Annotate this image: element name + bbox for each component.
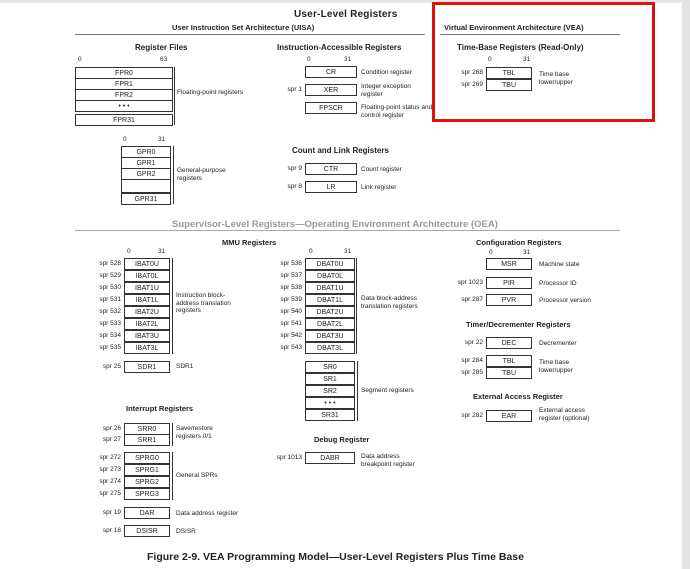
sdr1-label: SDR1 xyxy=(176,363,194,370)
pvr-spr: spr 287 xyxy=(461,296,483,303)
dbat-bit-lo: 0 xyxy=(309,248,313,255)
srr0-spr: spr 26 xyxy=(102,425,121,432)
dbat-spr: spr 540 xyxy=(280,308,302,315)
sprg2-register: SPRG2 xyxy=(124,476,170,488)
ibat-bit-lo: 0 xyxy=(127,248,131,255)
fpr-bit-hi: 63 xyxy=(160,56,168,63)
srr0-register: SRR0 xyxy=(124,423,170,435)
oea-title: Supervisor-Level Registers—Operating Environment Architecture (OEA) xyxy=(172,219,498,230)
fpr1-register: FPR1 xyxy=(75,78,173,90)
msr-label: Machine state xyxy=(539,261,580,268)
gpr-bit-hi: 31 xyxy=(158,136,166,143)
sprg0-register: SPRG0 xyxy=(124,452,170,464)
gpr-brace xyxy=(173,146,174,204)
tbu-spr: spr 269 xyxy=(461,81,483,88)
ibat-spr: spr 534 xyxy=(99,332,121,339)
external-title: External Access Register xyxy=(473,392,563,401)
pvr-label: Processor version xyxy=(539,297,592,304)
timer-tbl-register: TBL xyxy=(486,355,532,367)
ibat-spr: spr 528 xyxy=(99,260,121,267)
sprg0-spr: spr 272 xyxy=(99,454,121,461)
dbat-spr: spr 542 xyxy=(280,332,302,339)
ia-bit-lo: 0 xyxy=(307,56,311,63)
sdr1-spr: spr 25 xyxy=(102,363,121,370)
sprg-label: General SPRs xyxy=(176,472,218,479)
dbat-register: DBAT1U xyxy=(305,282,355,294)
tbl-spr: spr 268 xyxy=(461,69,483,76)
cfg-bit-lo: 0 xyxy=(489,249,493,256)
srr-brace xyxy=(172,423,173,446)
pir-register: PIR xyxy=(486,277,532,289)
dabr-spr: spr 1013 xyxy=(276,454,302,461)
dbat-spr: spr 537 xyxy=(280,272,302,279)
dsisr-spr: spr 18 xyxy=(102,527,121,534)
dbat-spr: spr 538 xyxy=(280,284,302,291)
xer-spr: spr 1 xyxy=(287,86,302,93)
timer-title: Timer/Decrementer Registers xyxy=(466,320,571,329)
fpr-ellipsis: • • • xyxy=(75,100,173,112)
timebase-title: Time-Base Registers (Read-Only) xyxy=(457,43,584,52)
pir-spr: spr 1023 xyxy=(457,279,483,286)
cr-label: Condition register xyxy=(361,69,412,76)
dar-label: Data address register xyxy=(176,510,239,517)
dbat-register: DBAT3U xyxy=(305,330,355,342)
ibat-register: IBAT0U xyxy=(124,258,170,270)
tbl-register: TBL xyxy=(486,67,532,79)
ibat-register: IBAT0L xyxy=(124,270,170,282)
sprg3-register: SPRG3 xyxy=(124,488,170,500)
timer-tbl-spr: spr 284 xyxy=(461,357,483,364)
ibat-spr: spr 535 xyxy=(99,344,121,351)
fpr-brace xyxy=(174,67,175,125)
ibat-bit-hi: 31 xyxy=(158,248,166,255)
gpr0-register: GPR0 xyxy=(121,146,171,158)
mmu-title: MMU Registers xyxy=(222,238,277,247)
vea-title: Virtual Environment Architecture (VEA) xyxy=(444,23,584,32)
config-title: Configuration Registers xyxy=(476,238,562,247)
sprg-brace xyxy=(172,452,173,500)
uisa-divider xyxy=(75,34,425,35)
ear-label: External access register (optional) xyxy=(539,407,590,422)
sprg3-spr: spr 275 xyxy=(99,490,121,497)
gpr-label: General-purpose registers xyxy=(177,167,226,182)
dbat-spr: spr 539 xyxy=(280,296,302,303)
tbu-register: TBU xyxy=(486,79,532,91)
dbat-bit-hi: 31 xyxy=(344,248,352,255)
fpr0-register: FPR0 xyxy=(75,67,173,79)
ibat-register: IBAT3L xyxy=(124,342,170,354)
ibat-spr: spr 532 xyxy=(99,308,121,315)
register-files-title: Register Files xyxy=(135,43,188,52)
srr1-spr: spr 27 xyxy=(102,436,121,443)
dbat-label: Data block-address translation registers xyxy=(361,295,418,310)
xer-register: XER xyxy=(305,84,357,96)
fpr-bit-lo: 0 xyxy=(78,56,82,63)
gpr31-register: GPR31 xyxy=(121,193,171,205)
page-right-edge xyxy=(682,0,690,569)
tb-bit-hi: 31 xyxy=(523,56,531,63)
lr-register: LR xyxy=(305,181,357,193)
figure-caption: Figure 2-9. VEA Programming Model—User-Level Registers Plus Time Base xyxy=(147,551,524,563)
timer-tbu-spr: spr 285 xyxy=(461,369,483,376)
sr-brace xyxy=(357,361,358,421)
dbat-register: DBAT0U xyxy=(305,258,355,270)
cfg-bit-hi: 31 xyxy=(523,249,531,256)
timer-tbu-register: TBU xyxy=(486,367,532,379)
msr-register: MSR xyxy=(486,258,532,270)
srr1-register: SRR1 xyxy=(124,434,170,446)
sr31-register: SR31 xyxy=(305,409,355,421)
interrupt-title: Interrupt Registers xyxy=(126,404,194,413)
ctr-spr: spr 9 xyxy=(287,165,302,172)
ibat-register: IBAT2L xyxy=(124,318,170,330)
dbat-register: DBAT1L xyxy=(305,294,355,306)
count-link-title: Count and Link Registers xyxy=(292,146,389,155)
dar-spr: spr 19 xyxy=(102,509,121,516)
sr-label: Segment registers xyxy=(361,387,414,394)
ia-bit-hi: 31 xyxy=(344,56,352,63)
lr-spr: spr 8 xyxy=(287,183,302,190)
sprg2-spr: spr 274 xyxy=(99,478,121,485)
srr-label: Save/restore registers 0/1 xyxy=(176,425,213,440)
dbat-register: DBAT2L xyxy=(305,318,355,330)
ibat-register: IBAT1L xyxy=(124,294,170,306)
fpr2-register: FPR2 xyxy=(75,89,173,101)
dsisr-register: DSISR xyxy=(124,525,170,537)
instr-accessible-title: Instruction-Accessible Registers xyxy=(277,43,402,52)
gpr1-register: GPR1 xyxy=(121,157,171,169)
ibat-spr: spr 530 xyxy=(99,284,121,291)
sdr1-register: SDR1 xyxy=(124,361,170,373)
gpr-bit-lo: 0 xyxy=(123,136,127,143)
dabr-register: DABR xyxy=(305,452,355,464)
xer-label: Integer exception register xyxy=(361,83,411,98)
ear-spr: spr 282 xyxy=(461,412,483,419)
dbat-spr: spr 541 xyxy=(280,320,302,327)
oea-divider xyxy=(75,230,620,231)
gpr-ellipsis xyxy=(121,179,171,193)
dar-register: DAR xyxy=(124,507,170,519)
ear-register: EAR xyxy=(486,410,532,422)
fpscr-register: FPSCR xyxy=(305,102,357,114)
dbat-register: DBAT2U xyxy=(305,306,355,318)
sr2-register: SR2 xyxy=(305,385,355,397)
ibat-label: Instruction block-address translation registers xyxy=(176,292,231,314)
dbat-spr: spr 543 xyxy=(280,344,302,351)
fpr-label: Floating-point registers xyxy=(177,89,244,96)
dec-spr: spr 22 xyxy=(464,339,483,346)
sr-ellipsis: • • • xyxy=(305,397,355,409)
timer-tb-label: Time base lower/upper xyxy=(539,359,573,374)
dec-label: Decrementer xyxy=(539,340,577,347)
debug-title: Debug Register xyxy=(314,435,370,444)
ibat-brace xyxy=(172,258,173,354)
dabr-label: Data address breakpoint register xyxy=(361,453,415,468)
pir-label: Processor ID xyxy=(539,280,577,287)
dbat-brace xyxy=(356,258,357,354)
ibat-register: IBAT3U xyxy=(124,330,170,342)
sprg1-register: SPRG1 xyxy=(124,464,170,476)
vea-highlight-box xyxy=(432,2,655,122)
ctr-label: Count register xyxy=(361,166,402,173)
pvr-register: PVR xyxy=(486,294,532,306)
tb-label: Time base lower/upper xyxy=(539,71,573,86)
ibat-spr: spr 533 xyxy=(99,320,121,327)
dec-register: DEC xyxy=(486,337,532,349)
ibat-spr: spr 529 xyxy=(99,272,121,279)
lr-label: Link register xyxy=(361,184,397,191)
ibat-spr: spr 531 xyxy=(99,296,121,303)
gpr2-register: GPR2 xyxy=(121,168,171,180)
dsisr-label: DSISR xyxy=(176,528,196,535)
dbat-register: DBAT3L xyxy=(305,342,355,354)
cr-register: CR xyxy=(305,66,357,78)
uisa-title: User Instruction Set Architecture (UISA) xyxy=(172,23,315,32)
ibat-register: IBAT2U xyxy=(124,306,170,318)
sprg1-spr: spr 273 xyxy=(99,466,121,473)
user-level-title: User-Level Registers xyxy=(294,9,398,20)
ibat-register: IBAT1U xyxy=(124,282,170,294)
dbat-register: DBAT0L xyxy=(305,270,355,282)
fpscr-label: Floating-point status and control register xyxy=(361,104,433,119)
sr0-register: SR0 xyxy=(305,361,355,373)
fpr31-register: FPR31 xyxy=(75,114,173,126)
dbat-spr: spr 536 xyxy=(280,260,302,267)
tb-bit-lo: 0 xyxy=(488,56,492,63)
sr1-register: SR1 xyxy=(305,373,355,385)
ctr-register: CTR xyxy=(305,163,357,175)
